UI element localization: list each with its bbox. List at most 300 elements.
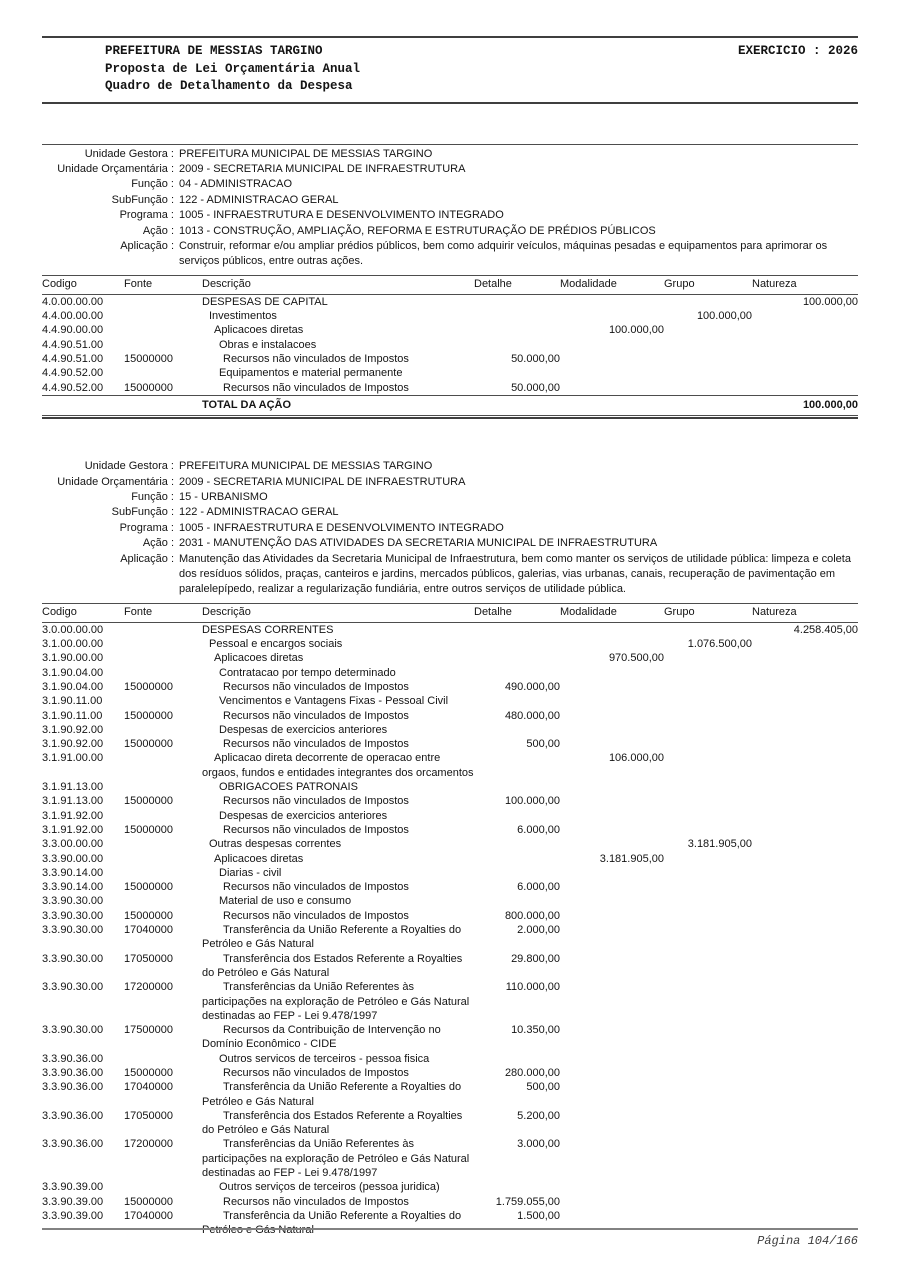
cell-natureza (752, 381, 858, 396)
column-header: Codigo (42, 275, 124, 294)
table-row (42, 637, 858, 651)
cell-grupo (664, 852, 752, 866)
cell-grupo: 3.181.905,00 (687, 838, 752, 851)
cell-grupo (664, 894, 752, 908)
table-body (42, 294, 858, 415)
cell-natureza (752, 880, 858, 894)
cell-fonte (124, 894, 202, 908)
report-subtitle-2: Quadro de Detalhamento da Despesa (105, 79, 353, 93)
cell-descricao: Outros servicos de terceiros - pessoa fisica (219, 1052, 430, 1065)
cell-modalidade (560, 980, 664, 1023)
table-row (42, 909, 858, 923)
cell-detalhe: 6.000,00 (517, 823, 560, 836)
info-label: Função : (131, 178, 174, 191)
table-row (42, 1052, 858, 1066)
table-row (42, 1023, 858, 1052)
cell-detalhe (474, 637, 560, 651)
info-line (42, 459, 858, 474)
cell-natureza (752, 866, 858, 880)
cell-fonte (124, 622, 202, 637)
cell-natureza (752, 1180, 858, 1194)
cell-natureza (752, 723, 858, 737)
cell-fonte: 15000000 (124, 881, 173, 894)
cell-grupo (664, 751, 752, 780)
cell-descricao: Transferência da União Referente a Royalties do Petróleo e Gás Natural (202, 1081, 462, 1108)
cell-grupo (664, 366, 752, 380)
cell-codigo: 3.3.90.30.00 (42, 895, 104, 908)
cell-fonte: 15000000 (124, 680, 173, 693)
cell-modalidade (560, 680, 664, 694)
info-line (42, 521, 858, 536)
cell-natureza (752, 809, 858, 823)
header-row (42, 275, 858, 294)
info-line (42, 475, 858, 490)
cell-descricao: Contratacao por tempo determinado (219, 666, 396, 679)
cell-natureza (752, 852, 858, 866)
cell-grupo (664, 666, 752, 680)
cell-fonte (124, 1180, 202, 1194)
cell-fonte: 15000000 (124, 381, 173, 394)
table-row (42, 1195, 858, 1209)
table-row (42, 666, 858, 680)
table-row (42, 352, 858, 366)
total-cell-descricao: TOTAL DA AÇÃO (202, 395, 474, 415)
total-cell-natureza: 100.000,00 (752, 395, 858, 415)
cell-natureza (752, 323, 858, 337)
cell-detalhe: 50.000,00 (511, 352, 560, 365)
cell-natureza (752, 366, 858, 380)
cell-detalhe (474, 323, 560, 337)
cell-natureza (752, 651, 858, 665)
cell-grupo (664, 1109, 752, 1138)
info-value: 2009 - SECRETARIA MUNICIPAL DE INFRAESTRUTURA (179, 162, 466, 175)
cell-descricao: Recursos não vinculados de Impostos (223, 795, 409, 808)
cell-codigo: 4.4.90.52.00 (42, 381, 104, 394)
total-cell-codigo (42, 395, 124, 415)
cell-modalidade (560, 837, 664, 851)
info-line (42, 536, 858, 551)
table-row (42, 651, 858, 665)
cell-descricao: Equipamentos e material permanente (219, 367, 403, 380)
cell-natureza (752, 637, 858, 651)
cell-fonte: 17200000 (124, 981, 173, 994)
info-line (42, 208, 858, 223)
info-value: Manutenção das Atividades da Secretaria Municipal de Infraestrutura, bem como manter os serviços de utilidade pública: limpeza e coleta dos resíduos sólidos, praças, canteiros e jardins, mercados públicos, galerias, vias urbanas, canais, recuperação de pavimentação em paralelepípedo, realizar a regularização fundiária, entre outros serviços de utilidade pública. (179, 552, 851, 596)
table-row (42, 866, 858, 880)
cell-grupo (664, 952, 752, 981)
table-row (42, 837, 858, 851)
cell-codigo: 3.3.90.30.00 (42, 924, 104, 937)
cell-codigo: 3.1.90.04.00 (42, 680, 104, 693)
cell-detalhe: 29.800,00 (511, 952, 560, 965)
cell-natureza (752, 794, 858, 808)
cell-fonte: 15000000 (124, 709, 173, 722)
cell-codigo: 3.1.91.13.00 (42, 781, 104, 794)
cell-detalhe: 2.000,00 (517, 924, 560, 937)
table-head (42, 603, 858, 622)
page-header (42, 36, 858, 104)
table-row (42, 622, 858, 637)
page-number: Página 104/166 (757, 1234, 858, 1248)
info-label: Aplicação : (120, 239, 174, 252)
cell-detalhe (474, 651, 560, 665)
cell-fonte: 15000000 (124, 1195, 173, 1208)
cell-detalhe: 1.500,00 (517, 1209, 560, 1222)
info-label: Unidade Orçamentária : (57, 475, 174, 488)
cell-modalidade (560, 637, 664, 651)
cell-codigo: 3.1.90.11.00 (42, 709, 103, 722)
table-bottom-rule (42, 415, 858, 419)
cell-detalhe (474, 837, 560, 851)
table-row (42, 1066, 858, 1080)
table-row (42, 780, 858, 794)
info-label: SubFunção : (111, 506, 174, 519)
budget-section (42, 144, 858, 420)
cell-detalhe: 110.000,00 (505, 981, 560, 994)
cell-codigo: 3.3.90.00.00 (42, 852, 104, 865)
cell-descricao: Diarias - civil (219, 866, 282, 879)
column-header: Fonte (124, 275, 202, 294)
cell-natureza: 4.258.405,00 (793, 623, 858, 636)
cell-fonte (124, 309, 202, 323)
cell-fonte (124, 323, 202, 337)
info-label: Ação : (142, 224, 174, 237)
cell-grupo (664, 1023, 752, 1052)
table-row (42, 894, 858, 908)
table-row (42, 852, 858, 866)
cell-modalidade (560, 1180, 664, 1194)
cell-grupo (664, 338, 752, 352)
cell-fonte (124, 866, 202, 880)
cell-fonte (124, 780, 202, 794)
cell-descricao: Recursos não vinculados de Impostos (223, 909, 409, 922)
table-body (42, 622, 858, 1237)
cell-fonte (124, 637, 202, 651)
column-header: Codigo (42, 603, 124, 622)
cell-detalhe (474, 723, 560, 737)
cell-grupo: 100.000,00 (696, 310, 752, 323)
info-value: 2031 - MANUTENÇÃO DAS ATIVIDADES DA SECRETARIA MUNICIPAL DE INFRAESTRUTURA (179, 537, 658, 550)
cell-descricao: Recursos não vinculados de Impostos (223, 1066, 409, 1079)
table-row (42, 381, 858, 396)
cell-modalidade (560, 1137, 664, 1180)
column-header: Fonte (124, 603, 202, 622)
cell-descricao: Obras e instalacoes (219, 338, 317, 351)
cell-grupo (664, 680, 752, 694)
total-cell-modalidade (560, 395, 664, 415)
cell-fonte: 15000000 (124, 823, 173, 836)
cell-codigo: 3.1.90.11.00 (42, 695, 103, 708)
cell-grupo (664, 923, 752, 952)
cell-descricao: Material de uso e consumo (219, 895, 352, 908)
cell-grupo (664, 1195, 752, 1209)
cell-codigo: 3.3.90.36.00 (42, 1138, 104, 1151)
cell-grupo (664, 723, 752, 737)
cell-detalhe (474, 852, 560, 866)
cell-codigo: 4.4.90.51.00 (42, 338, 104, 351)
cell-natureza (752, 1052, 858, 1066)
table-row (42, 323, 858, 337)
cell-descricao: Investimentos (209, 310, 277, 323)
cell-modalidade (560, 1023, 664, 1052)
info-label: SubFunção : (111, 193, 174, 206)
info-label: Programa : (119, 209, 174, 222)
cell-modalidade: 100.000,00 (608, 324, 664, 337)
cell-modalidade: 3.181.905,00 (599, 852, 664, 865)
cell-descricao: OBRIGACOES PATRONAIS (219, 781, 358, 794)
cell-descricao: DESPESAS DE CAPITAL (202, 295, 328, 308)
table-row (42, 709, 858, 723)
cell-modalidade (560, 666, 664, 680)
cell-fonte: 15000000 (124, 909, 173, 922)
cell-codigo: 3.1.00.00.00 (42, 638, 104, 651)
cell-modalidade (560, 338, 664, 352)
section-info-block (42, 459, 858, 598)
table-row (42, 694, 858, 708)
cell-detalhe: 5.200,00 (517, 1109, 560, 1122)
info-label: Unidade Gestora : (84, 460, 174, 473)
column-header: Grupo (664, 603, 752, 622)
cell-fonte: 17040000 (124, 924, 173, 937)
cell-codigo: 4.0.00.00.00 (42, 295, 104, 308)
cell-codigo: 3.1.90.92.00 (42, 723, 104, 736)
table-row (42, 823, 858, 837)
info-line (42, 552, 858, 598)
cell-grupo (664, 780, 752, 794)
cell-descricao: Recursos não vinculados de Impostos (223, 1195, 409, 1208)
info-value: 15 - URBANISMO (179, 490, 268, 503)
cell-detalhe (474, 622, 560, 637)
cell-detalhe (474, 294, 560, 309)
cell-codigo: 3.3.90.39.00 (42, 1209, 104, 1222)
info-line (42, 239, 858, 270)
cell-grupo (664, 381, 752, 396)
cell-codigo: 4.4.90.00.00 (42, 324, 104, 337)
cell-fonte: 15000000 (124, 795, 173, 808)
info-label: Aplicação : (120, 552, 174, 565)
cell-detalhe: 6.000,00 (517, 881, 560, 894)
cell-modalidade (560, 894, 664, 908)
budget-table (42, 603, 858, 1238)
cell-natureza (752, 780, 858, 794)
cell-modalidade (560, 381, 664, 396)
table-row (42, 1080, 858, 1109)
table-row (42, 366, 858, 380)
cell-grupo: 1.076.500,00 (687, 638, 752, 651)
table-row (42, 923, 858, 952)
info-label: Unidade Gestora : (84, 147, 174, 160)
cell-grupo (664, 980, 752, 1023)
info-value: 1013 - CONSTRUÇÃO, AMPLIAÇÃO, REFORMA E ESTRUTURAÇÃO DE PRÉDIOS PÚBLICOS (179, 224, 656, 237)
cell-modalidade (560, 809, 664, 823)
cell-codigo: 3.3.90.39.00 (42, 1181, 104, 1194)
info-value: 2009 - SECRETARIA MUNICIPAL DE INFRAESTRUTURA (179, 475, 466, 488)
cell-detalhe: 490.000,00 (504, 680, 560, 693)
cell-detalhe (474, 894, 560, 908)
cell-natureza (752, 680, 858, 694)
total-cell-grupo (664, 395, 752, 415)
table-row (42, 737, 858, 751)
info-label: Função : (131, 490, 174, 503)
cell-codigo: 3.3.90.30.00 (42, 981, 104, 994)
cell-modalidade (560, 866, 664, 880)
column-header: Modalidade (560, 275, 664, 294)
column-header: Grupo (664, 275, 752, 294)
cell-modalidade (560, 694, 664, 708)
cell-grupo (664, 1080, 752, 1109)
info-label: Unidade Orçamentária : (57, 162, 174, 175)
cell-natureza (752, 1109, 858, 1138)
cell-detalhe: 100.000,00 (504, 795, 560, 808)
info-label: Ação : (142, 537, 174, 550)
cell-modalidade (560, 737, 664, 751)
info-line (42, 490, 858, 505)
cell-modalidade (560, 909, 664, 923)
table-row (42, 1137, 858, 1180)
table-head (42, 275, 858, 294)
cell-descricao: Pessoal e encargos sociais (209, 638, 343, 651)
cell-natureza (752, 923, 858, 952)
cell-descricao: Outros serviços de terceiros (pessoa juridica) (219, 1181, 440, 1194)
cell-detalhe: 1.759.055,00 (495, 1195, 560, 1208)
cell-detalhe: 50.000,00 (511, 381, 560, 394)
cell-modalidade (560, 294, 664, 309)
cell-detalhe (474, 694, 560, 708)
cell-codigo: 3.3.90.36.00 (42, 1081, 104, 1094)
info-line (42, 177, 858, 192)
cell-grupo (664, 1180, 752, 1194)
cell-modalidade (560, 1080, 664, 1109)
cell-codigo: 3.1.90.04.00 (42, 666, 104, 679)
cell-codigo: 3.3.90.36.00 (42, 1109, 104, 1122)
cell-descricao: Aplicacoes diretas (214, 852, 304, 865)
cell-natureza (752, 980, 858, 1023)
cell-fonte: 17050000 (124, 952, 173, 965)
cell-modalidade (560, 923, 664, 952)
report-page (42, 0, 858, 1238)
cell-fonte (124, 852, 202, 866)
cell-grupo (664, 323, 752, 337)
info-line (42, 224, 858, 239)
cell-descricao: Despesas de exercicios anteriores (219, 809, 388, 822)
info-value: PREFEITURA MUNICIPAL DE MESSIAS TARGINO (179, 147, 433, 160)
cell-modalidade (560, 780, 664, 794)
info-value: 122 - ADMINISTRACAO GERAL (179, 506, 339, 519)
cell-modalidade: 106.000,00 (608, 752, 664, 765)
cell-natureza (752, 837, 858, 851)
cell-codigo: 3.3.90.36.00 (42, 1066, 104, 1079)
cell-codigo: 4.4.90.52.00 (42, 367, 104, 380)
column-header: Natureza (752, 603, 858, 622)
cell-descricao: Recursos não vinculados de Impostos (223, 738, 409, 751)
cell-detalhe: 500,00 (526, 1081, 560, 1094)
info-value: 04 - ADMINISTRACAO (179, 178, 293, 191)
info-value: 122 - ADMINISTRACAO GERAL (179, 193, 339, 206)
cell-descricao: Transferências da União Referentes às participações na exploração de Petróleo e Gás Natural destinadas ao FEP - Lei 9.478/1997 (202, 1138, 470, 1180)
cell-natureza (752, 338, 858, 352)
cell-codigo: 3.3.90.36.00 (42, 1052, 104, 1065)
cell-descricao: Transferência da União Referente a Royalties do Petróleo e Gás Natural (202, 1209, 462, 1237)
cell-fonte: 17050000 (124, 1109, 173, 1122)
table-row (42, 294, 858, 309)
info-label: Programa : (119, 521, 174, 534)
cell-detalhe: 280.000,00 (504, 1066, 560, 1079)
cell-grupo (664, 622, 752, 637)
cell-fonte (124, 1052, 202, 1066)
cell-fonte (124, 651, 202, 665)
cell-grupo (664, 737, 752, 751)
cell-fonte (124, 366, 202, 380)
cell-descricao: Recursos não vinculados de Impostos (223, 381, 409, 394)
cell-codigo: 3.3.90.39.00 (42, 1195, 104, 1208)
cell-detalhe (474, 866, 560, 880)
cell-natureza (752, 737, 858, 751)
cell-codigo: 3.1.90.00.00 (42, 652, 104, 665)
cell-detalhe (474, 1180, 560, 1194)
cell-natureza (752, 909, 858, 923)
column-header: Descrição (202, 603, 474, 622)
cell-modalidade (560, 952, 664, 981)
table-row (42, 809, 858, 823)
cell-modalidade (560, 309, 664, 323)
cell-codigo: 3.3.90.14.00 (42, 866, 104, 879)
total-cell-fonte (124, 395, 202, 415)
cell-grupo (664, 794, 752, 808)
cell-modalidade: 970.500,00 (608, 652, 664, 665)
cell-fonte: 15000000 (124, 738, 173, 751)
cell-detalhe (474, 666, 560, 680)
cell-descricao: Aplicacoes diretas (214, 324, 304, 337)
cell-descricao: Recursos da Contribuição de Intervenção no Domínio Econômico - CIDE (202, 1024, 441, 1051)
cell-detalhe: 800.000,00 (504, 909, 560, 922)
cell-detalhe (474, 751, 560, 780)
table-row (42, 952, 858, 981)
cell-detalhe: 3.000,00 (517, 1138, 560, 1151)
cell-modalidade (560, 1052, 664, 1066)
cell-codigo: 4.4.90.51.00 (42, 352, 104, 365)
cell-detalhe (474, 366, 560, 380)
cell-fonte: 15000000 (124, 1066, 173, 1079)
total-cell-detalhe (474, 395, 560, 415)
cell-descricao: Recursos não vinculados de Impostos (223, 881, 409, 894)
cell-detalhe (474, 338, 560, 352)
cell-natureza: 100.000,00 (802, 295, 858, 308)
cell-modalidade (560, 1195, 664, 1209)
cell-fonte (124, 294, 202, 309)
cell-natureza (752, 309, 858, 323)
table-row (42, 1109, 858, 1138)
budget-section (42, 459, 858, 1237)
cell-detalhe (474, 780, 560, 794)
cell-modalidade (560, 723, 664, 737)
column-header: Modalidade (560, 603, 664, 622)
cell-codigo: 3.1.91.92.00 (42, 809, 104, 822)
cell-codigo: 4.4.00.00.00 (42, 310, 104, 323)
cell-codigo: 3.1.91.13.00 (42, 795, 104, 808)
table-row (42, 880, 858, 894)
cell-codigo: 3.3.90.14.00 (42, 881, 104, 894)
table-row (42, 309, 858, 323)
cell-fonte (124, 338, 202, 352)
cell-descricao: Vencimentos e Vantagens Fixas - Pessoal Civil (219, 695, 449, 708)
cell-natureza (752, 694, 858, 708)
cell-modalidade (560, 352, 664, 366)
cell-detalhe: 480.000,00 (504, 709, 560, 722)
cell-grupo (664, 352, 752, 366)
footer-rule (42, 1228, 858, 1230)
column-header: Descrição (202, 275, 474, 294)
page-footer (42, 1228, 858, 1248)
